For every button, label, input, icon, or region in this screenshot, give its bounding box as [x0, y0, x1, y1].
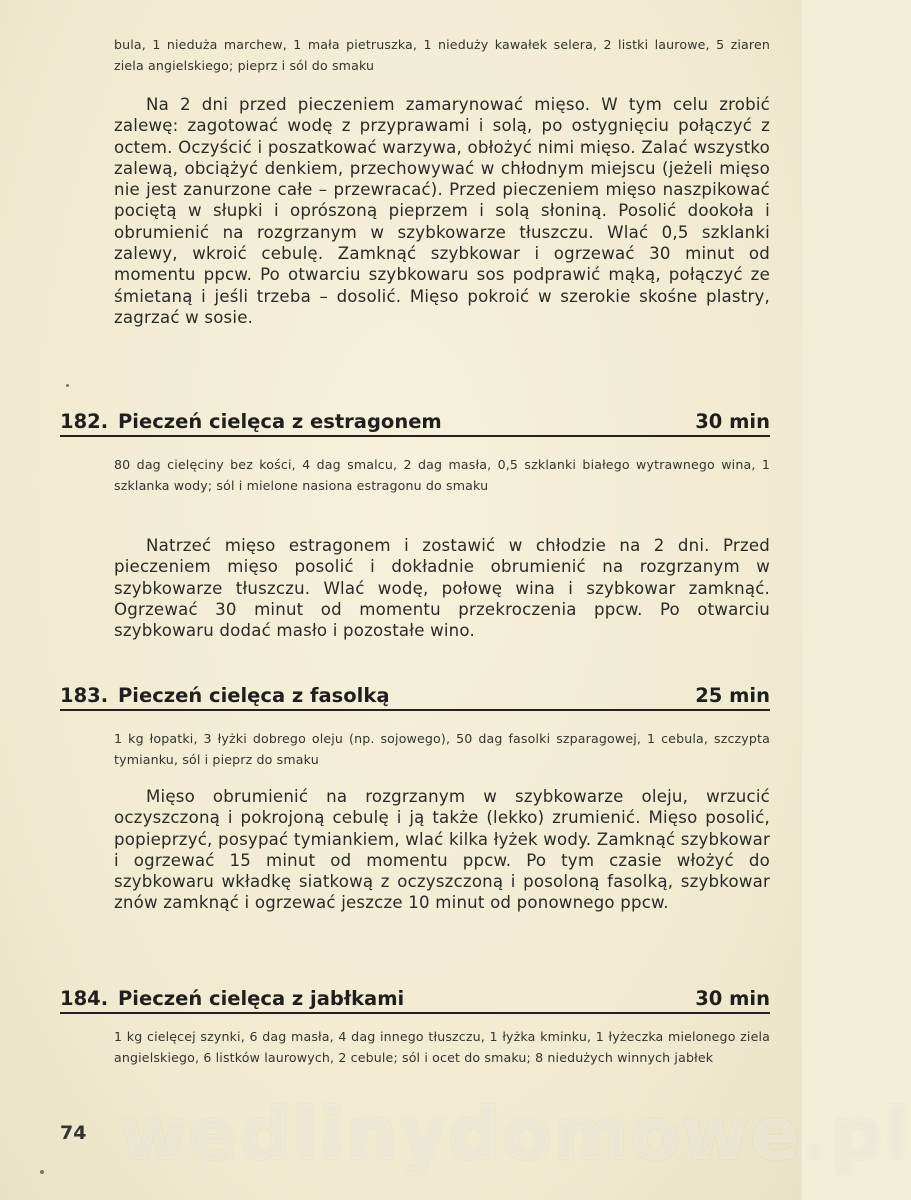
- print-speck: [66, 384, 69, 387]
- recipe-number: 184.: [60, 987, 109, 1010]
- recipe-number: 182.: [60, 410, 109, 433]
- recipe-182-instructions: Natrzeć mięso estragonem i zostawić w chłodzie na 2 dni. Przed pieczeniem mięso posolić i dokładnie obrumienić na rozgrzanym w szybkowarze tłuszczu. Wlać wodę, połowę wina i szybkowar zamknąć. Ogrzewać 30 minut od momentu przekroczenia ppcw. Po otwarciu szybkowaru dodać masło i pozostałe wino.: [114, 536, 770, 641]
- recipe-time: 30 min: [695, 987, 770, 1010]
- recipe-time: 30 min: [695, 410, 770, 433]
- intro-instructions: Na 2 dni przed pieczeniem zamarynować mięso. W tym celu zrobić zalewę: zagotować wodę z przyprawami i solą, po ostygnięciu połączyć z octem. Oczyścić i poszatkować warzywa, obłożyć nimi mięso. Zalać wszystko zalewą, obciążyć denkiem, przechowywać w chłodnym miejscu (jeżeli mięso nie jest zanurzone całe – przewracać). Przed pieczeniem mięso naszpikować pociętą w słupki i oprószoną pieprzem i solą słoniną. Posolić dookoła i obrumienić na rozgrzanym w szybkowarze tłuszczu. Wlać 0,5 szklanki zalewy, wkroić cebulę. Zamknąć szybkowar i ogrzewać 30 minut od momentu ppcw. Po otwarciu szybkowaru sos podprawić mąką, połączyć ze śmietaną i jeśli trzeba – dosolić. Mięso pokroić w szerokie skośne plastry, zagrzać w sosie.: [114, 95, 770, 327]
- recipe-time: 25 min: [695, 684, 770, 707]
- recipe-number: 183.: [60, 684, 109, 707]
- intro-ingredients: bula, 1 nieduża marchew, 1 mała pietruszka, 1 nieduży kawałek selera, 2 listki laurowe, 5 ziaren ziela angielskiego; pieprz i sól do smaku: [114, 37, 770, 73]
- recipe-184-ingredients: 1 kg cielęcej szynki, 6 dag masła, 4 dag innego tłuszczu, 1 łyżka kminku, 1 łyżeczka mielonego ziela angielskiego, 6 listków laurowych, 2 cebule; sól i ocet do smaku; 8 niedużych winnych jabłek: [114, 1029, 770, 1065]
- watermark: wedlinydomowe.pl: [120, 1092, 911, 1176]
- recipe-title: Pieczeń cielęca z fasolką: [118, 684, 390, 707]
- recipe-183-heading: [60, 679, 770, 711]
- recipe-182-heading: [60, 405, 770, 437]
- recipe-182-ingredients: 80 dag cielęciny bez kości, 4 dag smalcu, 2 dag masła, 0,5 szklanki białego wytrawnego wina, 1 szklanka wody; sól i mielone nasiona estragonu do smaku: [114, 457, 770, 493]
- recipe-title: Pieczeń cielęca z jabłkami: [118, 987, 405, 1010]
- recipe-184-heading: [60, 982, 770, 1014]
- print-speck: [40, 1170, 44, 1174]
- recipe-title: Pieczeń cielęca z estragonem: [118, 410, 442, 433]
- page-number: 74: [60, 1122, 87, 1144]
- recipe-183-ingredients: 1 kg łopatki, 3 łyżki dobrego oleju (np. sojowego), 50 dag fasolki szparagowej, 1 cebula, szczypta tymianku, sól i pieprz do smaku: [114, 731, 770, 767]
- recipe-183-instructions: Mięso obrumienić na rozgrzanym w szybkowarze oleju, wrzucić oczyszczoną i pokrojoną cebulę i ją także (lekko) zrumienić. Mięso posolić, popieprzyć, posypać tymiankiem, wlać kilka łyżek wody. Zamknąć szybkowar i ogrzewać 15 minut od momentu ppcw. Po tym czasie włożyć do szybkowaru wkładkę siatkową z oczyszczoną i posoloną fasolką, szybkowar znów zamknąć i ogrzewać jeszcze 10 minut od ponownego ppcw.: [114, 787, 770, 913]
